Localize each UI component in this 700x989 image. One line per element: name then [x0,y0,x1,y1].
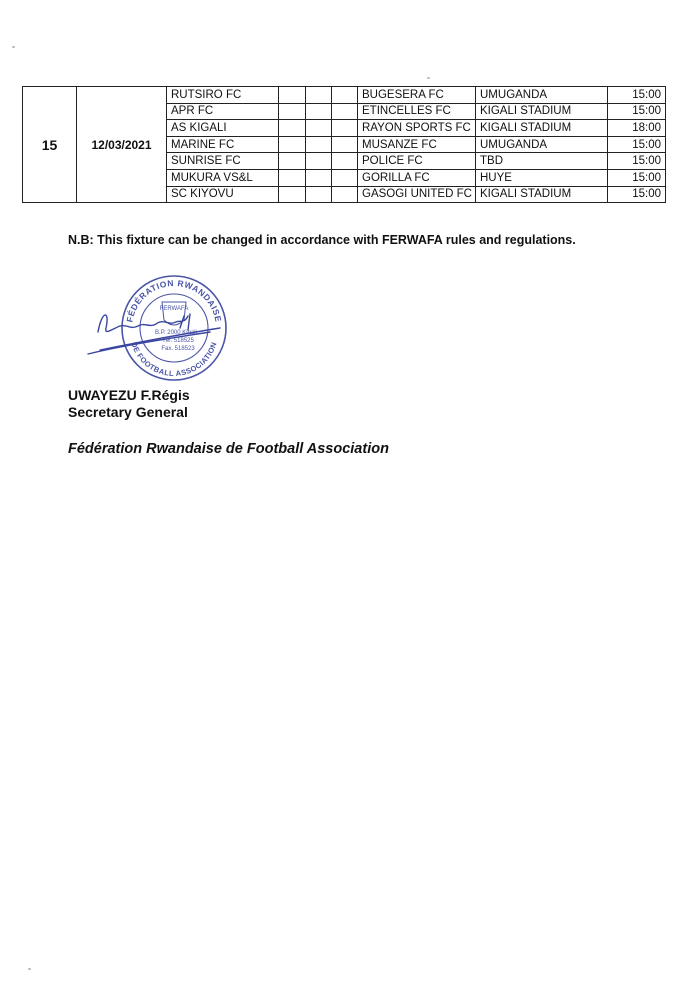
round-number: 15 [23,87,77,203]
venue: KIGALI STADIUM [476,120,608,137]
stamp-outer-ring [122,276,226,380]
home-team: SC KIYOVU [167,186,279,203]
score-cell [332,169,358,186]
fixture-row [23,87,666,104]
home-team: AS KIGALI [167,120,279,137]
score-cell [279,103,306,120]
score-cell [306,169,332,186]
away-team: BUGESERA FC [358,87,476,104]
score-cell [306,136,332,153]
home-team: APR FC [167,103,279,120]
stamp-fax: Fax. 518523 [161,346,195,352]
score-cell [279,87,306,104]
venue: KIGALI STADIUM [476,186,608,203]
official-stamp [80,270,240,385]
score-cell [279,120,306,137]
home-team: RUTSIRO FC [167,87,279,104]
score-cell [306,103,332,120]
score-cell [332,87,358,104]
score-cell [279,136,306,153]
score-cell [332,103,358,120]
fixture-body [23,87,666,203]
stamp-top-text: FÉDÉRATION RWANDAISE [124,277,224,324]
away-team: POLICE FC [358,153,476,170]
home-team: MUKURA VS&L [167,169,279,186]
venue: UMUGANDA [476,87,608,104]
kickoff-time: 15:00 [608,87,666,104]
score-cell [279,153,306,170]
stamp-bp: B.P. 2000 Kigali [155,330,197,336]
score-cell [332,153,358,170]
kickoff-time: 15:00 [608,169,666,186]
handwritten-signature [88,314,220,354]
away-team: GASOGI UNITED FC [358,186,476,203]
signatory-title: Secretary General [68,404,188,420]
kickoff-time: 18:00 [608,120,666,137]
home-team: MARINE FC [167,136,279,153]
score-cell [332,120,358,137]
match-date: 12/03/2021 [77,87,167,203]
score-cell [306,120,332,137]
away-team: RAYON SPORTS FC [358,120,476,137]
away-team: ETINCELLES FC [358,103,476,120]
stamp-tel: Tél. 518525 [162,338,194,344]
venue: TBD [476,153,608,170]
fixture-table [22,86,666,203]
stamp-bottom-text: DE FOOTBALL ASSOCIATION [129,340,219,379]
score-cell [279,186,306,203]
score-cell [279,169,306,186]
score-cell [306,87,332,104]
away-team: GORILLA FC [358,169,476,186]
score-cell [332,136,358,153]
scan-speck [427,77,430,79]
kickoff-time: 15:00 [608,136,666,153]
kickoff-time: 15:00 [608,186,666,203]
venue: UMUGANDA [476,136,608,153]
scan-speck [28,968,31,970]
venue: KIGALI STADIUM [476,103,608,120]
scan-speck [12,46,15,48]
signatory-name: UWAYEZU F.Régis [68,387,190,403]
score-cell [332,186,358,203]
organization-name: Fédération Rwandaise de Football Association [68,441,389,457]
score-cell [306,153,332,170]
kickoff-time: 15:00 [608,103,666,120]
fixture-note: N.B: This fixture can be changed in accordance with FERWAFA rules and regulations. [68,233,576,247]
away-team: MUSANZE FC [358,136,476,153]
home-team: SUNRISE FC [167,153,279,170]
signature-and-stamp [80,270,240,385]
kickoff-time: 15:00 [608,153,666,170]
stamp-badge-text: FERWAFA [159,306,189,312]
venue: HUYE [476,169,608,186]
score-cell [306,186,332,203]
